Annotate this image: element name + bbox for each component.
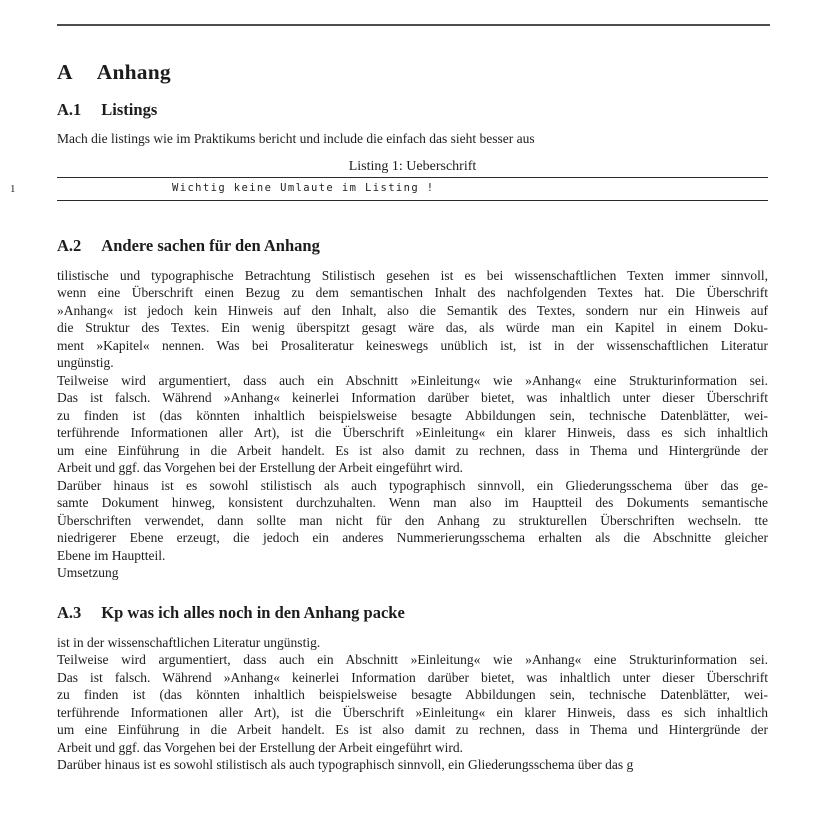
text-line: Arbeit und ggf. das Vorgehen bei der Erstellung der Arbeit eingeführt wird.: [57, 739, 464, 755]
text-line: die Struktur des Textes. Ein wenig überspitzt gesagt wäre das, als würde man ein Kapitel in einem Doku-: [57, 320, 768, 335]
text-line: Darüber hinaus ist es sowohl stilistisch als auch typographisch sinnvoll, ein Gliederungsschema über das ge-: [57, 477, 768, 493]
section-number: A.2: [57, 235, 82, 255]
text-line: terführende Informationen aller Art), ist die Überschrift »Einleitung« ein klarer Hinweis, dass es sich inhaltlich: [57, 704, 768, 720]
section-title: Kp was ich alles noch in den Anhang packe: [101, 602, 405, 622]
chapter-title: Anhang: [96, 60, 171, 84]
text-line: Ebene im Hauptteil.: [57, 547, 166, 563]
text-line: Das ist falsch. Während »Anhang« keinerlei Information darüber bietet, was inhaltlich unter dieser Überschrift: [57, 669, 768, 685]
text-line: Überschriften verwendet, dann sollte man nicht für den Anhang zu strukturellen Überschriften wechseln. tte: [57, 512, 768, 528]
listing-caption: Listing 1: Ueberschrift: [348, 158, 477, 174]
section-a1-text: [57, 130, 768, 148]
line-number: 1: [10, 182, 16, 195]
text-line: Arbeit und ggf. das Vorgehen bei der Erstellung der Arbeit eingeführt wird.: [57, 460, 464, 475]
text-line: ist in der wissenschaftlichen Literatur ungünstig.: [57, 634, 321, 650]
text-line: »Anhang« ist jedoch kein Hinweis auf den Inhalt, also die Semantik des Textes, sondern nur ein Hinweis auf: [57, 302, 768, 318]
chapter-number: A: [57, 60, 73, 84]
text-line: Teilweise wird argumentiert, dass auch ein Abschnitt »Einleitung« wie »Anhang« eine Strukturinformation sei.: [57, 652, 768, 667]
text-line: samte Dokument hinweg, konsistent durchzuhalten. Wenn man also im Hauptteil des Dokuments semantische: [57, 495, 768, 510]
text-line: Teilweise wird argumentiert, dass auch ein Abschnitt »Einleitung« wie »Anhang« eine Strukturinformation sei.: [57, 372, 768, 388]
section-heading-a2: [57, 237, 768, 254]
section-title: Andere sachen für den Anhang: [101, 235, 320, 255]
text-line: terführende Informationen aller Art), ist die Überschrift »Einleitung« ein klarer Hinweis, dass es sich inhaltlich: [57, 425, 768, 440]
text-line: zu finden ist (das könnten inhaltlich beispielsweise besagte Abbildungen sein, technische Datenblätter, wei-: [57, 407, 768, 423]
text-line: um eine Einführung in die Arbeit handelt. Es ist also damit zu rechnen, dass in Thema und Hintergründe der: [57, 442, 768, 458]
text-line: Mach die listings wie im Praktikums bericht und include die einfach das sieht besser aus: [57, 131, 535, 146]
section-a2-text: [57, 267, 768, 582]
code-listing: [10, 177, 768, 201]
section-number: A.1: [57, 100, 82, 119]
text-line: zu finden ist (das könnten inhaltlich beispielsweise besagte Abbildungen sein, technische Datenblätter, wei-: [57, 687, 768, 702]
text-line: um eine Einführung in die Arbeit handelt. Es ist also damit zu rechnen, dass in Thema und Hintergründe der: [57, 722, 768, 737]
page-header-rule: [57, 24, 770, 26]
text-line: ment »Kapitel« nennen. Was bei Prosaliteratur keineswegs unüblich ist, ist in der wissenschaftlichen Literatur: [57, 337, 768, 353]
text-line: tilistische und typographische Betrachtung Stilistisch gesehen ist es bei wissenschaftlichen Texten immer sinnvoll,: [57, 267, 768, 283]
chapter-heading: [57, 62, 768, 83]
text-line: Darüber hinaus ist es sowohl stilistisch als auch typographisch sinnvoll, ein Gliederungsschema über das g: [57, 757, 634, 772]
section-heading-a3: [57, 604, 768, 621]
text-line: Umsetzung: [57, 565, 119, 580]
text-line: wenn eine Überschrift einen Bezug zu dem semantischen Inhalt des nachfolgenden Textes hat. Die Überschrift: [57, 285, 768, 300]
code-line: Wichtig keine Umlaute im Listing !: [172, 181, 435, 194]
text-line: ungünstig.: [57, 355, 114, 370]
section-title: Listings: [101, 100, 158, 119]
page-content: [0, 62, 824, 774]
text-line: Das ist falsch. Während »Anhang« keinerlei Information darüber bietet, was inhaltlich unter dieser Überschrift: [57, 390, 768, 405]
code-row: [10, 181, 768, 196]
section-a3-text: [57, 634, 768, 774]
section-number: A.3: [57, 602, 82, 622]
text-line: niedrigerer Ebene erzeugt, die jedoch ein anderes Nummerierungsschema erhalten als die Abschnitte gleicher: [57, 530, 768, 545]
section-heading-a1: [57, 101, 768, 118]
